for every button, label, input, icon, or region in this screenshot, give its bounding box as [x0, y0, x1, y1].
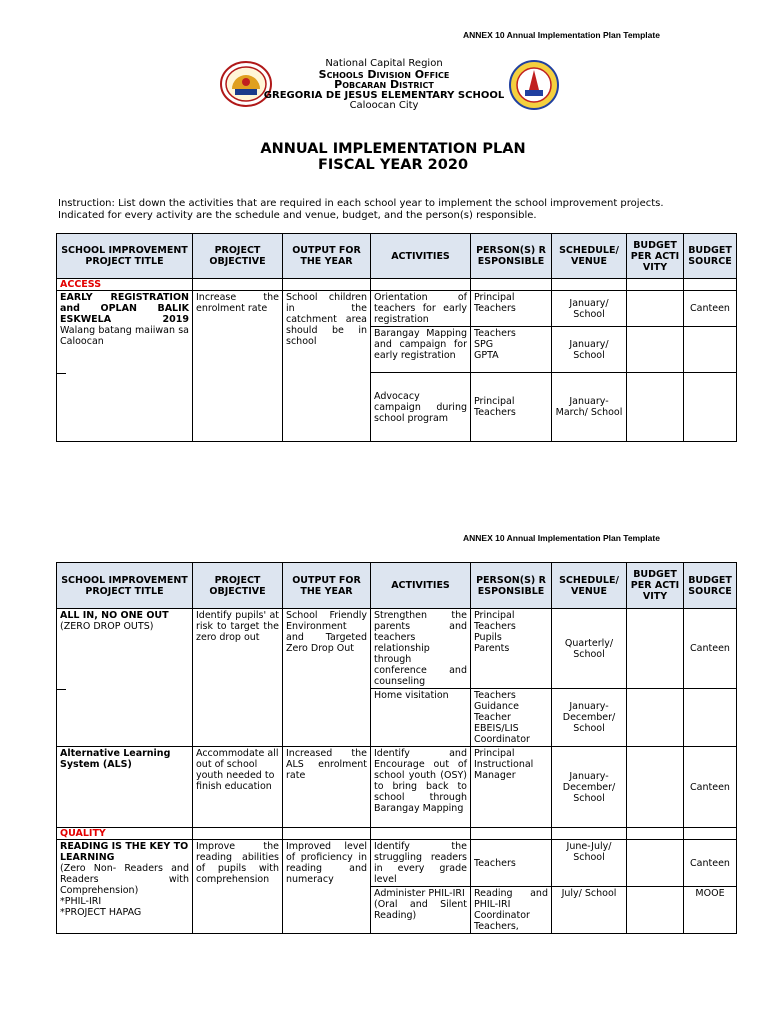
col-objective: PROJECT OBJECTIVE [193, 234, 283, 279]
activity-cell: Home visitation [371, 689, 471, 747]
schedule-cell: January/ School [552, 327, 627, 373]
plan-table-1 [56, 233, 737, 442]
persons-cell: Reading and PHIL-IRI Coordinator Teachers, [471, 887, 552, 934]
project-subtitle: (ZERO DROP OUTS) [60, 621, 154, 632]
plan-table-2 [56, 562, 737, 934]
budget-cell [627, 887, 684, 934]
letterhead [0, 59, 768, 112]
col-objective: PROJECT OBJECTIVE [193, 563, 283, 609]
page-title [0, 141, 768, 173]
schedule-cell: January/ School [552, 291, 627, 327]
col-activities: ACTIVITIES [371, 563, 471, 609]
annex-label-page-2: ANNEX 10 Annual Implementation Plan Template [463, 533, 660, 543]
objective-cell: Accommodate all out of school youth needed to finish education [193, 747, 283, 828]
section-row [57, 828, 737, 840]
persons-cell: Principal Teachers Pupils Parents [471, 609, 552, 689]
activity-cell: Administer PHIL-IRI (Oral and Silent Reading) [371, 887, 471, 934]
source-cell: Canteen [684, 747, 737, 828]
col-source: BUDGET SOURCE [684, 234, 737, 279]
title-line-2: FISCAL YEAR 2020 [317, 157, 469, 173]
persons-cell: Teachers SPG GPTA [471, 327, 552, 373]
activity-cell: Orientation of teachers for early registration [371, 291, 471, 327]
header-row [57, 563, 737, 609]
output-cell: School children in the catchment area should be in school [283, 291, 371, 442]
activity-cell: Identify and Encourage out of school youth (OSY) to bring back to school through Barangay Mapping [371, 747, 471, 828]
project-cell [57, 840, 193, 934]
margin-tick [56, 689, 66, 690]
output-cell: Increased the ALS enrolment rate [283, 747, 371, 828]
table-row [57, 840, 737, 887]
section-row [57, 279, 737, 291]
col-budget: BUDGET PER ACTIVITY [627, 563, 684, 609]
project-title: EARLY REGISTRATION and OPLAN BALIK ESKWELA 2019 [60, 292, 189, 325]
schedule-cell: January- December/ School [552, 747, 627, 828]
persons-cell: Teachers Guidance Teacher EBEIS/LIS Coordinator [471, 689, 552, 747]
source-cell: Canteen [684, 291, 737, 327]
budget-cell [627, 747, 684, 828]
col-project-title: SCHOOL IMPROVEMENT PROJECT TITLE [57, 563, 193, 609]
schedule-cell: January- March/ School [552, 373, 627, 442]
margin-tick [56, 373, 66, 374]
col-project-title: SCHOOL IMPROVEMENT PROJECT TITLE [57, 234, 193, 279]
persons-cell: Principal Teachers [471, 291, 552, 327]
col-activities: ACTIVITIES [371, 234, 471, 279]
project-subtitle: Walang batang maiiwan sa Caloocan [60, 325, 189, 347]
school-name: GREGORIA DE JESUS ELEMENTARY SCHOOL [263, 89, 505, 101]
col-output: OUTPUT FOR THE YEAR [283, 234, 371, 279]
table-row [57, 609, 737, 689]
section-label: QUALITY [57, 828, 193, 840]
activity-cell: Strengthen the parents and teachers relationship through conference and counseling [371, 609, 471, 689]
schedule-cell: January- December/ School [552, 689, 627, 747]
budget-cell [627, 609, 684, 689]
title-line-1: ANNUAL IMPLEMENTATION PLAN [260, 141, 526, 157]
schedule-cell: Quarterly/ School [552, 609, 627, 689]
col-budget: BUDGET PER ACTIVITY [627, 234, 684, 279]
col-persons: PERSON(S) RESPONSIBLE [471, 563, 552, 609]
col-persons: PERSON(S) RESPONSIBLE [471, 234, 552, 279]
project-title: READING IS THE KEY TO LEARNING [60, 841, 189, 863]
project-cell [57, 609, 193, 747]
budget-cell [627, 373, 684, 442]
source-cell: MOOE [684, 887, 737, 934]
source-cell: Canteen [684, 609, 737, 689]
budget-cell [627, 327, 684, 373]
col-output: OUTPUT FOR THE YEAR [283, 563, 371, 609]
persons-cell: Teachers [471, 840, 552, 887]
col-source: BUDGET SOURCE [684, 563, 737, 609]
activity-cell: Advocacy campaign during school program [371, 373, 471, 442]
activity-cell: Identify the struggling readers in every grade level [371, 840, 471, 887]
division-name: Schools Division Office [318, 67, 450, 81]
budget-cell [627, 689, 684, 747]
region-name: National Capital Region [325, 58, 443, 69]
schedule-cell: July/ School [552, 887, 627, 934]
objective-cell: Improve the reading abilities of pupils with comprehension [193, 840, 283, 934]
section-label: ACCESS [57, 279, 193, 291]
output-cell: Improved level of proficiency in reading and numeracy [283, 840, 371, 934]
persons-cell: Principal Teachers [471, 373, 552, 442]
objective-cell: Identify pupils' at risk to target the zero drop out [193, 609, 283, 747]
annex-label: ANNEX 10 Annual Implementation Plan Template [463, 30, 660, 40]
source-cell: Canteen [684, 840, 737, 887]
table-row [57, 291, 737, 327]
table-row [57, 747, 737, 828]
project-cell [57, 291, 193, 442]
district-name: Pobcaran District [334, 78, 434, 91]
budget-cell [627, 291, 684, 327]
project-subtitle: (Zero Non- Readers and Readers with Comprehension) *PHIL-IRI *PROJECT HAPAG [60, 863, 189, 918]
source-cell [684, 689, 737, 747]
schedule-cell: June-July/ School [552, 840, 627, 887]
header-row [57, 234, 737, 279]
budget-cell [627, 840, 684, 887]
city-name: Caloocan City [349, 100, 419, 111]
source-cell [684, 373, 737, 442]
col-schedule: SCHEDULE/ VENUE [552, 234, 627, 279]
output-cell: School Friendly Environment and Targeted Zero Drop Out [283, 609, 371, 747]
source-cell [684, 327, 737, 373]
persons-cell: Principal Instructional Manager [471, 747, 552, 828]
activity-cell: Barangay Mapping and campaign for early registration [371, 327, 471, 373]
objective-cell: Increase the enrolment rate [193, 291, 283, 442]
project-cell: Alternative Learning System (ALS) [57, 747, 193, 828]
instruction-text: Instruction: List down the activities that are required in each school year to implement the school improvement projects. Indicated for every activity are the schedule and venue, budget, and the person(s) responsible. [58, 198, 664, 221]
col-schedule: SCHEDULE/ VENUE [552, 563, 627, 609]
project-title: ALL IN, NO ONE OUT [60, 610, 169, 621]
